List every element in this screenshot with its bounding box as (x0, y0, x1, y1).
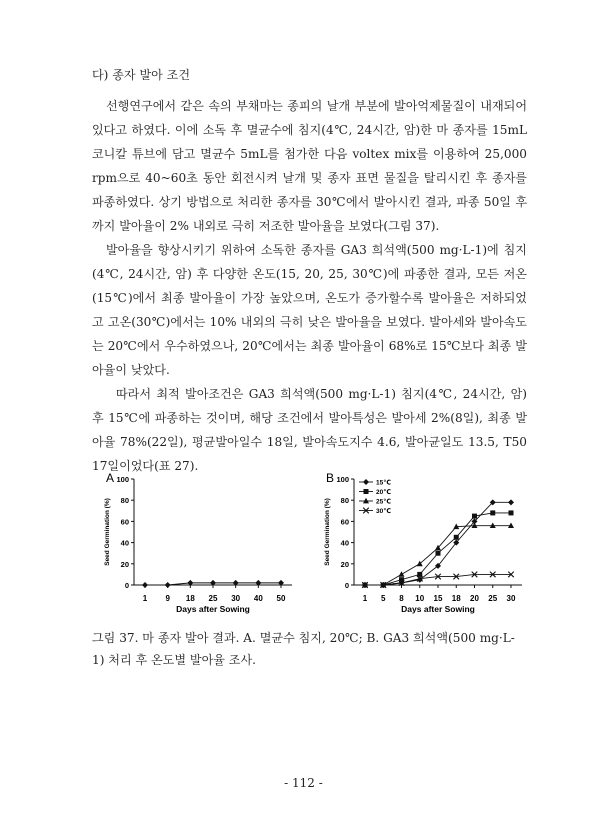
legend-marker (364, 489, 369, 494)
legend-label: 30℃ (376, 508, 392, 515)
y-tick-label: 0 (344, 581, 349, 590)
y-axis-label: Seed Germination (%) (324, 498, 331, 566)
y-axis-label: Seed Germination (%) (104, 498, 111, 566)
figure-caption: 그림 37. 마 종자 발아 결과. A. 멸균수 침지, 20℃; B. GA3 희석액(500 mg·L-1) 처리 후 온도별 발아율 조사. (92, 631, 515, 667)
x-tick-label: 30 (231, 594, 241, 603)
legend-label: 15℃ (376, 479, 392, 487)
page-number: - 112 - (284, 776, 323, 790)
section-heading: 다) 종자 발아 조건 (92, 68, 191, 82)
x-tick-label: 25 (208, 594, 218, 603)
panel-label: A (106, 471, 115, 485)
legend-label: 25℃ (376, 498, 392, 506)
chart-a (82, 468, 297, 618)
y-tick-label: 80 (120, 496, 129, 506)
chart-b (302, 468, 527, 618)
x-tick-label: 9 (165, 594, 170, 603)
x-tick-label: 50 (276, 594, 286, 603)
y-tick-label: 40 (340, 538, 349, 548)
y-tick-label: 60 (340, 517, 349, 527)
x-tick-label: 15 (433, 594, 443, 603)
legend-marker (363, 479, 369, 485)
data-point (142, 582, 148, 588)
body-text (92, 94, 527, 478)
data-point (490, 510, 495, 515)
y-tick-label: 100 (116, 475, 129, 484)
x-tick-label: 30 (506, 594, 516, 603)
y-tick-label: 40 (120, 538, 129, 548)
data-point (509, 510, 514, 515)
x-tick-label: 1 (362, 594, 368, 603)
x-tick-label: 40 (253, 594, 263, 603)
y-tick-label: 100 (336, 475, 349, 484)
paragraph-2: 발아율을 향상시키기 위하여 소독한 종자를 GA3 희석액(500 mg·L-1)에 침지(4℃, 24시간, 암) 후 다양한 온도(15, 20, 25, 30℃)에 파종한 결과, 모든 저온(15℃)에서 최종 발아율이 가장 높았으며, 온도가 증가할수록 발아율은 저하되었고 고온(30℃)에서는 10% 내외의 극히 낮은 발아율을 보였다. 발아세와 발아속도는 20℃에서 우수하였으나, 20℃에서는 최종 발아율이 68%로 15℃보다 최종 발아율이 낮았다. (92, 243, 527, 377)
x-axis-label: Days after Sowing (176, 604, 250, 614)
data-point (165, 582, 171, 588)
data-point (399, 571, 405, 577)
x-tick-label: 1 (142, 594, 148, 603)
y-tick-label: 20 (120, 559, 129, 569)
paragraph-1: 선행연구에서 같은 속의 부채마는 종피의 날개 부분에 발아억제물질이 내재되어 있다고 하였다. 이에 소독 후 멸균수에 침지(4℃, 24시간, 암)한 마 종자를 15mL 코니칼 튜브에 담고 멸균수 5mL를 첨가한 다음 voltex mix를 이용하여 25,000 rpm으로 40~60초 동안 회전시켜 날개 및 종자 표면 물질을 탈리시킨 후 종자를 파종하였다. 상기 방법으로 처리한 종자를 30℃에서 발아시킨 결과, 파종 50일 후까지 발아율이 2% 내외로 극히 저조한 발아율을 보였다(그림 37). (92, 99, 527, 233)
y-tick-label: 60 (120, 517, 129, 527)
legend-label: 20℃ (376, 489, 392, 496)
y-tick-label: 0 (124, 581, 129, 590)
x-tick-label: 18 (185, 594, 195, 603)
data-point (472, 514, 477, 519)
y-tick-label: 20 (340, 559, 349, 569)
panel-label: B (326, 471, 335, 485)
data-point (508, 499, 514, 505)
data-point (436, 551, 441, 556)
paragraph-3: 따라서 최적 발아조건은 GA3 희석액(500 mg·L-1) 침지(4℃, 24시간, 암) 후 15℃에 파종하는 것이며, 해당 조건에서 발아특성은 발아세 2%(8일), 최종 발아율 78%(22일), 평균발아일수 18일, 발아속도지수 4.6, 발아균일도 13.5, T50 17일이었다(표 27). (92, 387, 527, 473)
x-tick-label: 10 (415, 594, 425, 603)
x-axis-label: Days after Sowing (401, 604, 475, 614)
legend (359, 479, 391, 516)
data-point (454, 535, 459, 540)
x-tick-label: 20 (470, 594, 479, 603)
x-tick-label: 5 (381, 594, 386, 603)
x-tick-label: 25 (488, 594, 498, 603)
x-tick-label: 8 (399, 594, 404, 603)
x-tick-label: 18 (451, 594, 461, 603)
y-tick-label: 80 (340, 496, 349, 506)
